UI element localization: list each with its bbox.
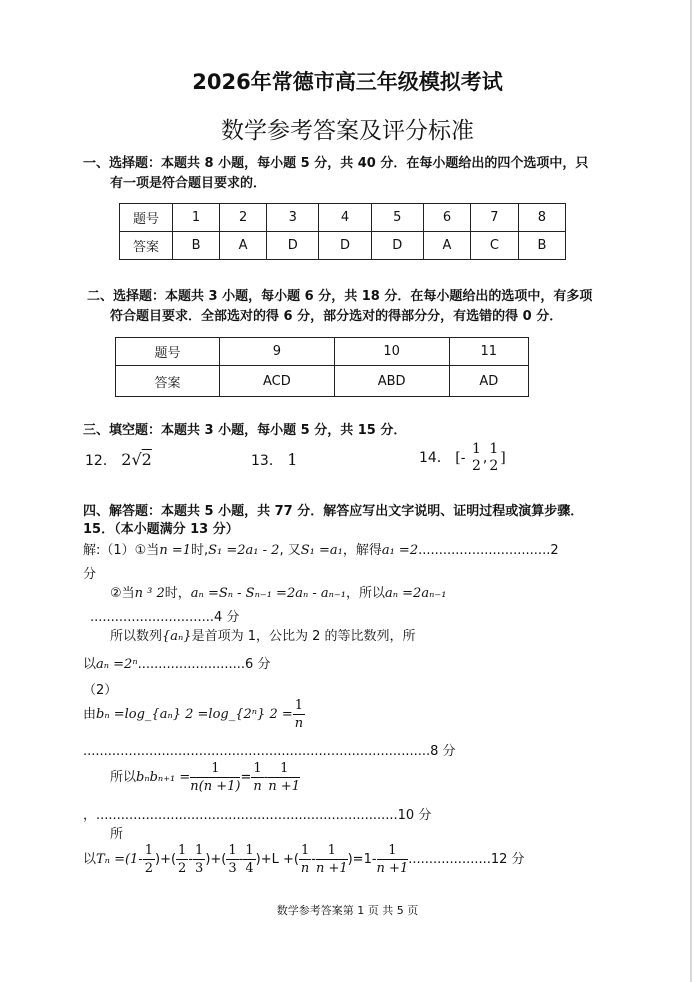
text-span: 时， [164, 586, 191, 601]
sqrt-icon: √ [131, 450, 142, 469]
fraction-denominator: 4 [245, 861, 254, 876]
math-span: S₁ =2a₁ - 2 [208, 543, 280, 558]
table-cell: A [423, 232, 470, 260]
solution-line-1 [83, 541, 559, 561]
q14-fraction-2 [487, 441, 500, 475]
table-row [116, 338, 529, 366]
fraction-numerator: 1 [316, 842, 348, 860]
table-cell: A [220, 232, 267, 260]
page-footer: 数学参考答案第 1 页 共 5 页 [276, 904, 419, 917]
solution-line-10: ，.........................................................................10 分 [83, 808, 432, 823]
q14-open: [- [455, 450, 466, 466]
section2-line1: 二、选择题：本题共 3 小题，每小题 6 分，共 18 分．在每小题给出的选项中，有多项 [87, 289, 593, 304]
solution-line-9 [110, 760, 300, 795]
fraction-denominator: 2 [471, 458, 481, 474]
text-span: ....................12 分 [408, 852, 525, 867]
q13-label: 13． [251, 453, 283, 469]
fraction-numerator: 1 [377, 842, 409, 860]
fraction-numerator: 1 [471, 441, 481, 457]
math-span: aₙ =Sₙ - Sₙ₋₁ =2aₙ - aₙ₋₁ [190, 586, 346, 601]
fraction-denominator: n +1 [376, 861, 409, 876]
fraction-numerator: 1 [144, 843, 153, 858]
fraction-denominator: n [253, 779, 262, 794]
fraction-numerator: 1 [253, 761, 262, 776]
fraction [377, 842, 409, 877]
table-row [116, 366, 529, 397]
fraction [226, 842, 238, 877]
text-span: 由 [83, 707, 97, 722]
fraction-denominator: 3 [228, 861, 237, 876]
fraction-denominator: n +1 [268, 779, 301, 794]
fraction-denominator: n(n +1) [190, 779, 241, 794]
fraction-numerator: 1 [178, 843, 187, 858]
table-cell: 7 [470, 204, 518, 232]
section2-line2: 符合题目要求．全部选对的得 6 分，部分选对的得部分分，有选错的得 0 分． [110, 309, 563, 324]
table-cell: 9 [220, 338, 335, 366]
fraction [176, 842, 188, 877]
q14-label: 14． [419, 450, 451, 466]
q14-close: ] [500, 450, 506, 466]
fraction-numerator: 1 [294, 698, 304, 713]
table-row [120, 232, 566, 260]
text-span: 时, [190, 543, 209, 558]
page-edge [690, 0, 692, 982]
table-cell: AD [449, 366, 528, 397]
text-span: , 又 [279, 543, 301, 558]
math-span: S₁ =a₁ [300, 543, 343, 558]
table-header-q: 题号 [120, 204, 173, 232]
q15-title: 15．（本小题满分 13 分） [83, 522, 239, 537]
q14-answer [419, 441, 506, 475]
fraction [293, 697, 305, 732]
table-header-a: 答案 [120, 232, 173, 260]
table-cell: 11 [449, 338, 528, 366]
fraction-denominator: 2 [178, 861, 187, 876]
math-span: {aₙ} [162, 629, 192, 644]
table-cell: B [173, 232, 220, 260]
table-cell: 3 [267, 204, 319, 232]
text-span: ..........................6 分 [137, 657, 271, 672]
table-cell: C [470, 232, 518, 260]
table-header-a: 答案 [116, 366, 220, 397]
text-span: 以 [83, 657, 97, 672]
text-span: ②当 [110, 586, 135, 601]
table-cell: 6 [423, 204, 470, 232]
solution-line-12: 以Tₙ =(1- $\frac{1}{2}$ )+( $\frac{1}{2}$ - $\frac{1}{3}$ )+( $\frac{1}{3}$ - $\frac{1}{4}$ )+L +( $\frac{1}{n}$ - $\frac{1}{n +1}$ )=1- $\frac{1}{n +1}$ ....................12 分 [83, 843, 525, 876]
text-span: 是首项为 1，公比为 2 的等比数列，所 [191, 629, 416, 644]
text-span: 以 [83, 852, 97, 867]
text-span: = [240, 770, 252, 785]
text-span: ................................2 [418, 543, 559, 558]
math-span: aₙ =2ⁿ [96, 657, 138, 672]
solution-line-1-unit: 分 [83, 567, 97, 582]
table-cell: 10 [334, 338, 449, 366]
table-cell: D [319, 232, 371, 260]
section2-answer-table [115, 337, 529, 397]
section1-line1: 一、选择题：本题共 8 小题，每小题 5 分，共 40 分．在每小题给出的四个选项中，只 [83, 156, 589, 171]
text-span: ，解得 [342, 543, 382, 558]
table-cell: ACD [220, 366, 335, 397]
text-span: +L [260, 852, 279, 867]
page-title: 2026年常德市高三年级模拟考试 [192, 70, 503, 94]
table-cell: D [371, 232, 423, 260]
q12-answer [85, 450, 152, 471]
math-span: bₙ =log_{aₙ} 2 =log_{2ⁿ} 2 = [96, 707, 293, 722]
text-span: 解:（1）①当 [83, 543, 160, 558]
q13-value: 1 [287, 450, 298, 469]
math-span: n =1 [159, 543, 191, 558]
solution-line-5 [83, 655, 270, 675]
math-span: Tₙ =(1- [96, 852, 143, 867]
table-row [120, 204, 566, 232]
math-span: aₙ =2aₙ₋₁ [385, 586, 447, 601]
solution-line-11: 所 [110, 827, 124, 842]
page-subtitle: 数学参考答案及评分标准 [221, 118, 474, 144]
section4-line: 四、解答题：本题共 5 小题，共 77 分．解答应写出文字说明、证明过程或演算步骤． [83, 504, 584, 519]
q12-radicand: 2 [141, 450, 152, 469]
text-span: ，所以 [345, 586, 385, 601]
fraction [190, 760, 240, 795]
section3-line: 三、填空题：本题共 3 小题，每小题 5 分，共 15 分． [83, 423, 407, 438]
fraction-denominator: 3 [195, 861, 204, 876]
math-span: bₙbₙ₊₁ = [136, 770, 191, 785]
solution-line-2 [110, 584, 446, 604]
section1-answer-table [119, 203, 566, 260]
fraction [268, 760, 300, 795]
fraction-numerator: 1 [195, 843, 204, 858]
solution-part-2: （2） [83, 683, 118, 698]
q12-coef: 2 [121, 450, 132, 469]
fraction-denominator: 2 [144, 861, 153, 876]
q12-label: 12． [85, 453, 117, 469]
text-span: - [263, 770, 269, 785]
fraction [316, 842, 348, 877]
text-span: 所以数列 [110, 629, 163, 644]
fraction [299, 842, 311, 877]
table-cell: B [518, 232, 565, 260]
math-span: n ³ 2 [134, 586, 165, 601]
solution-line-8: ....................................................................................8 分 [83, 744, 456, 759]
fraction [243, 842, 255, 877]
table-cell: 1 [173, 204, 220, 232]
table-header-q: 题号 [116, 338, 220, 366]
math-span: a₁ =2 [381, 543, 419, 558]
fraction-numerator: 1 [268, 760, 300, 778]
fraction [251, 760, 263, 795]
fraction-denominator: n [294, 716, 304, 731]
fraction-denominator: 2 [489, 458, 499, 474]
fraction-numerator: 1 [245, 843, 254, 858]
solution-line-3: ..............................4 分 [90, 610, 240, 625]
table-cell: 8 [518, 204, 565, 232]
text-span: 所以 [110, 770, 137, 785]
fraction-denominator: n [300, 861, 310, 876]
q13-answer [251, 450, 297, 471]
table-cell: 5 [371, 204, 423, 232]
solution-line-7 [83, 697, 305, 732]
table-cell: 2 [220, 204, 267, 232]
table-cell: ABD [334, 366, 449, 397]
q14-comma: , [482, 450, 488, 466]
fraction-numerator: 1 [489, 441, 499, 457]
fraction-numerator: 1 [228, 843, 237, 858]
table-cell: D [267, 232, 319, 260]
section1-line2: 有一项是符合题目要求的． [110, 176, 267, 191]
fraction [143, 842, 155, 877]
fraction-numerator: 1 [300, 843, 310, 858]
fraction [193, 842, 205, 877]
q14-fraction-1 [470, 441, 483, 475]
solution-line-4 [110, 627, 416, 647]
table-cell: 4 [319, 204, 371, 232]
fraction-numerator: 1 [190, 760, 240, 778]
fraction-denominator: n +1 [315, 861, 348, 876]
